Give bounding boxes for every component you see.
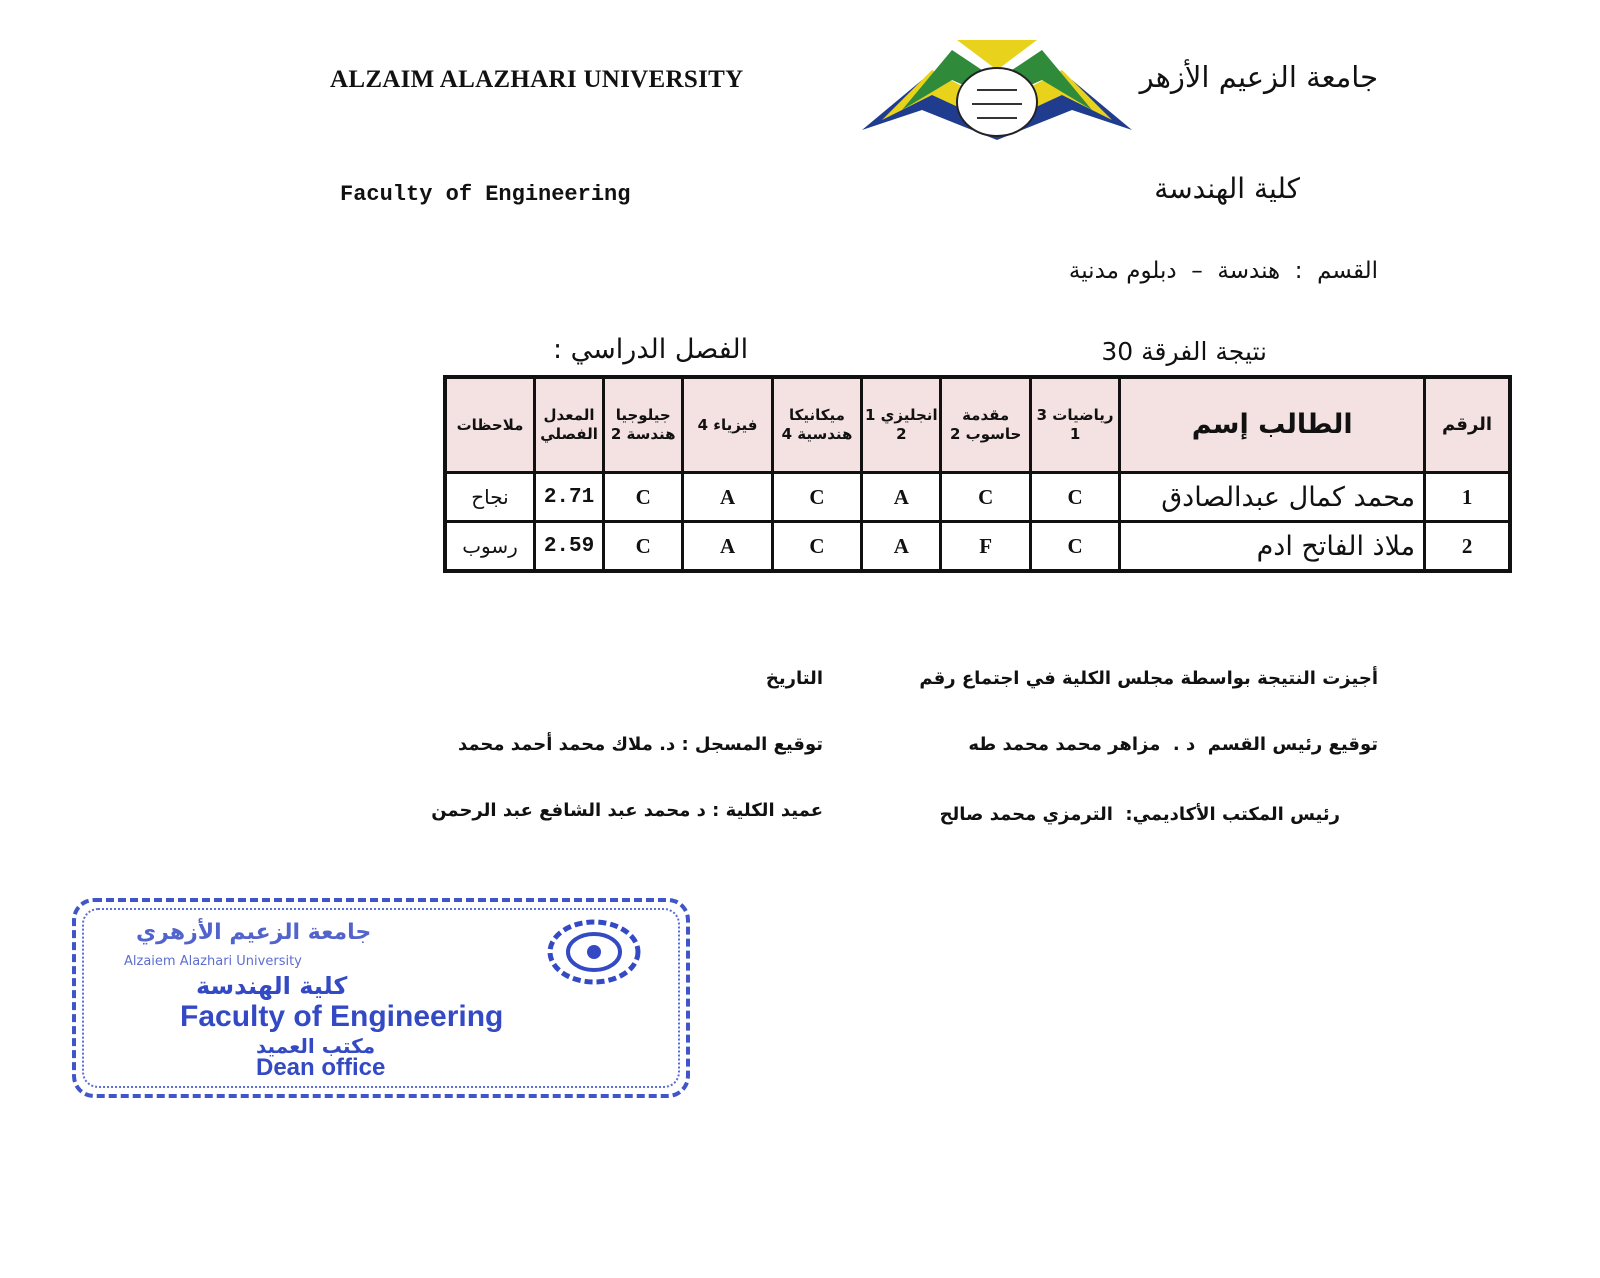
stamp-university-en: Alzaiem Alazhari University <box>124 954 302 969</box>
header-eng-mechanics: ميكانيكا هندسية 4 <box>772 377 861 473</box>
cell-computer-intro: C <box>941 473 1030 522</box>
header-computer-intro: مقدمة حاسوب 2 <box>941 377 1030 473</box>
academic-office-head: رئيس المكتب الأكاديمي: الترمزي محمد صالح <box>939 804 1340 825</box>
cell-eng-mechanics: C <box>772 473 861 522</box>
university-name-en: ALZAIM ALAZHARI UNIVERSITY <box>330 66 744 93</box>
table-header-row <box>445 377 1510 473</box>
table-row <box>445 522 1510 572</box>
cell-gpa: 2.71 <box>535 473 604 522</box>
cell-eng-geology: C <box>604 522 683 572</box>
approval-statement: أجيزت النتيجة بواسطة مجلس الكلية في اجتماع رقم <box>919 668 1378 689</box>
header-number: الرقم <box>1425 377 1510 473</box>
batch-result-title: نتيجة الفرقة 30 <box>1101 337 1267 366</box>
cell-student-name: ملاذ الفاتح ادم <box>1120 522 1425 572</box>
cell-english: A <box>862 522 941 572</box>
dean-office-stamp <box>72 898 690 1098</box>
header-english: انجليزي 1 2 <box>862 377 941 473</box>
faculty-name-ar: كلية الهندسة <box>1154 172 1300 205</box>
cell-eng-geology: C <box>604 473 683 522</box>
university-logo-icon <box>862 40 1132 150</box>
dean-name: عميد الكلية : د محمد عبد الشافع عبد الرحمن <box>431 800 823 821</box>
semester-label: الفصل الدراسي : <box>553 334 749 365</box>
cell-math: C <box>1030 473 1119 522</box>
cell-gpa: 2.59 <box>535 522 604 572</box>
table-row <box>445 473 1510 522</box>
header-remarks: ملاحظات <box>445 377 535 473</box>
cell-physics: A <box>683 473 772 522</box>
stamp-dean-office-ar: مكتب العميد <box>256 1034 376 1058</box>
cell-remarks: نجاح <box>445 473 535 522</box>
date-label: التاريخ <box>765 668 823 689</box>
header-eng-geology: جيلوجيا هندسة 2 <box>604 377 683 473</box>
header-math: رياضيات 3 1 <box>1030 377 1119 473</box>
cell-physics: A <box>683 522 772 572</box>
cell-english: A <box>862 473 941 522</box>
header-gpa: المعدل الفصلي <box>535 377 604 473</box>
results-table-wrapper <box>443 375 1512 573</box>
cell-number: 2 <box>1425 522 1510 572</box>
registrar-signature: توقيع المسجل : د. ملاك محمد أحمد محمد <box>457 734 823 755</box>
stamp-seal-icon <box>544 916 644 988</box>
head-of-department-signature: توقيع رئيس القسم د . مزاهر محمد محمد طه <box>968 734 1378 755</box>
department-line: القسم : هندسة – دبلوم مدنية <box>1068 258 1378 284</box>
results-table <box>443 375 1512 573</box>
stamp-university-ar: جامعة الزعيم الأزهري <box>136 920 372 945</box>
cell-math: C <box>1030 522 1119 572</box>
header-physics: فيزياء 4 <box>683 377 772 473</box>
stamp-dean-office-en: Dean office <box>256 1054 386 1081</box>
cell-number: 1 <box>1425 473 1510 522</box>
cell-student-name: محمد كمال عبدالصادق <box>1120 473 1425 522</box>
cell-eng-mechanics: C <box>772 522 861 572</box>
cell-remarks: رسوب <box>445 522 535 572</box>
faculty-name-en: Faculty of Engineering <box>340 182 631 207</box>
university-name-ar: جامعة الزعيم الأزهر <box>1139 60 1378 94</box>
stamp-faculty-en: Faculty of Engineering <box>180 1000 504 1033</box>
header-student-name: الطالب إسم <box>1120 377 1425 473</box>
stamp-faculty-ar: كلية الهندسة <box>196 972 348 1000</box>
cell-computer-intro: F <box>941 522 1030 572</box>
